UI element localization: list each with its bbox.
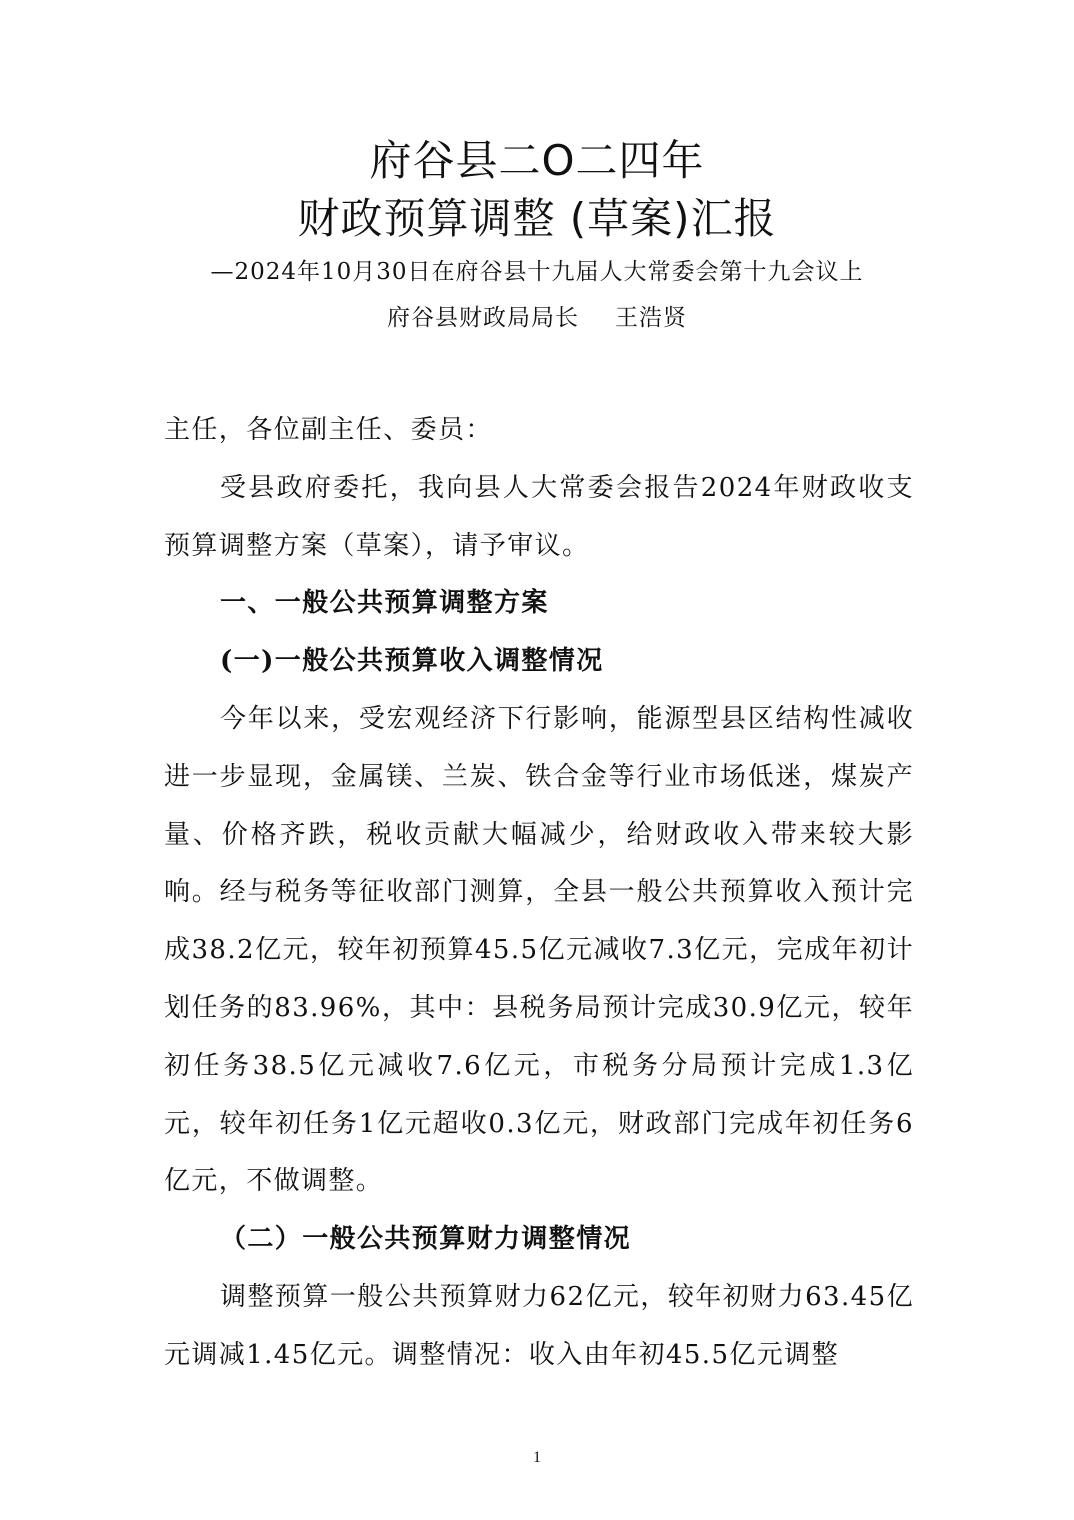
revenue-paragraph: 今年以来，受宏观经济下行影响，能源型县区结构性减收进一步显现，金属镁、兰炭、铁合金等行业市场低迷，煤炭产量、价格齐跌，税收贡献大幅减少，给财政收入带来较大影响。经与税务等征收部门测算，全县一般公共预算收入预计完成38.2亿元，较年初预算45.5亿元减收7.3亿元，完成年初计划任务的83.96%，其中：县税务局预计完成30.9亿元，较年初任务38.5亿元减收7.6亿元，市税务分局预计完成1.3亿元，较年初任务1亿元超收0.3亿元，财政部门完成年初任务6亿元，不做调整。 [164,703,914,1197]
reporter-name: 王浩贤 [615,305,687,331]
subsection-heading-revenue: (一)一般公共预算收入调整情况 [220,646,604,677]
document-title-line1: 府谷县二O二四年 [369,136,705,185]
page-number: 1 [533,1449,541,1466]
document-title-line2: 财政预算调整 (草案)汇报 [297,194,777,243]
document-body [164,402,914,1385]
financial-capacity-paragraph: 调整预算一般公共预算财力62亿元，较年初财力63.45亿元调减1.45亿元。调整情况：收入由年初45.5亿元调整 [164,1281,914,1370]
reporter-title: 府谷县财政局局长 [387,305,579,331]
meeting-subtitle: —2024年10月30日在府谷县十九届人大常委会第十九会议上 [210,259,864,285]
subsection-heading-financial-capacity: （二）一般公共预算财力调整情况 [220,1224,632,1255]
section-heading-general-budget: 一、一般公共预算调整方案 [220,588,549,619]
salutation: 主任，各位副主任、委员： [164,415,493,445]
intro-paragraph: 受县政府委托，我向县人大常委会报告2024年财政收支预算调整方案（草案），请予审议。 [164,472,914,561]
reporter-line [0,307,1074,330]
